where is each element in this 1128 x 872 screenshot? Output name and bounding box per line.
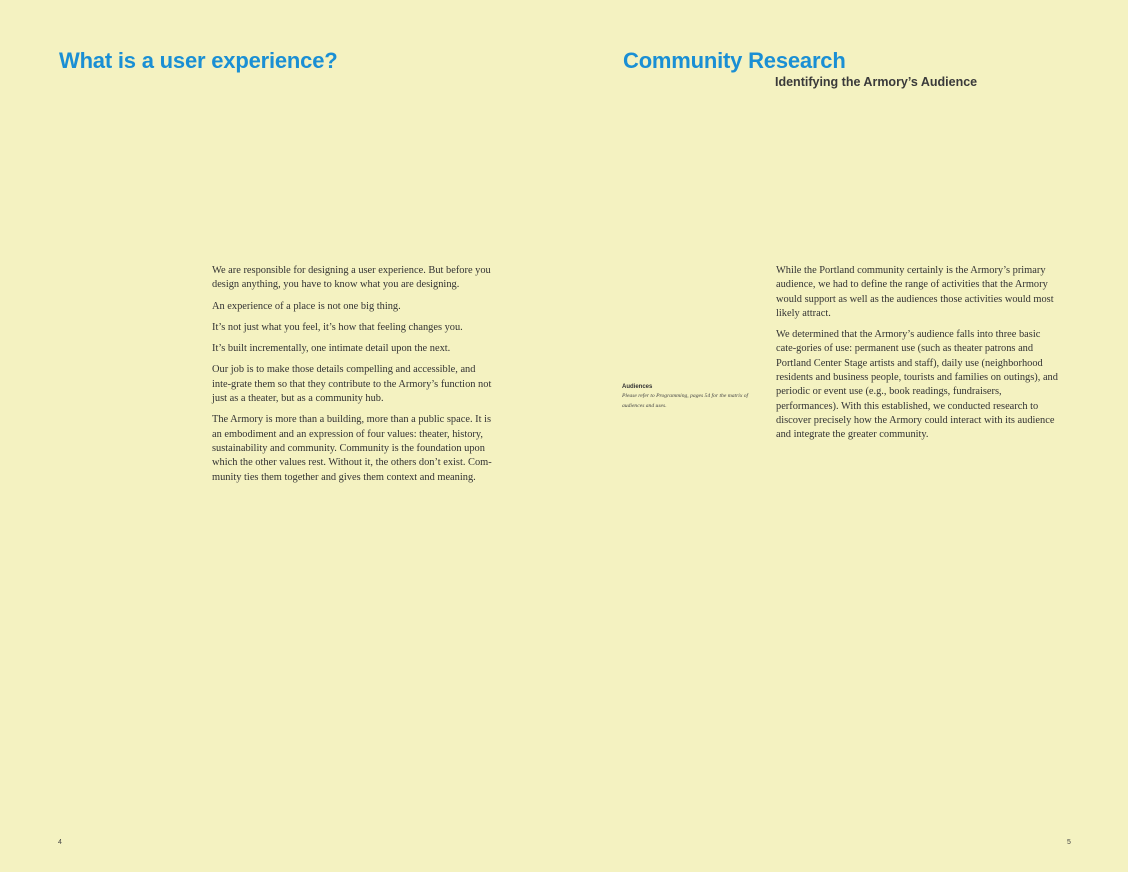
sidenote-text: Please refer to Programming, pages 54 for the matrix of audiences and uses. bbox=[622, 393, 749, 409]
paragraph: It’s not just what you feel, it’s how that feeling changes you. bbox=[212, 321, 463, 333]
page-title-community-research: Community Research bbox=[623, 48, 846, 73]
right-body-text bbox=[776, 264, 1058, 450]
page-number-left: 4 bbox=[58, 839, 62, 846]
page-number-right: 5 bbox=[1067, 839, 1071, 846]
page-title-user-experience: What is a user experience? bbox=[59, 48, 338, 73]
paragraph: It’s built incrementally, one intimate detail upon the next. bbox=[212, 343, 451, 355]
paragraph: An experience of a place is not one big thing. bbox=[212, 300, 401, 312]
right-page bbox=[564, 0, 1128, 872]
paragraph: While the Portland community certainly is the Armory’s primary audience, we had to define the range of activities that the Armory would support as well as the audiences those activities would most likely attract. bbox=[776, 265, 1054, 319]
left-body-text bbox=[212, 264, 494, 492]
page-subtitle: Identifying the Armory’s Audience bbox=[775, 75, 978, 89]
paragraph: We are responsible for designing a user experience. But before you design anything, you have to know what you are designing. bbox=[212, 265, 491, 291]
sidenote-title: Audiences bbox=[622, 384, 653, 390]
paragraph: The Armory is more than a building, more than a public space. It is an embodiment and an expression of four values: theater, history, sustainability and community. Community is the foundation upon which the other values rest. Without it, the others don’t exist. Com-munity ties them together and gives them context and meaning. bbox=[212, 414, 492, 483]
paragraph: Our job is to make those details compelling and accessible, and inte-grate them so that they contribute to the Armory’s function not just as a theater, but as a community hub. bbox=[212, 364, 492, 405]
sidenote-audiences bbox=[622, 383, 752, 411]
paragraph: We determined that the Armory’s audience falls into three basic cate-gories of use: permanent use (such as theater patrons and Portland Center Stage artists and staff), daily use (neighborhood residents and business people, tourists and families on outings), and periodic or event use (e.g., book readings, fundraisers, performances). With this established, we conducted research to discover precisely how the Armory could interact with its audience and integrate the greater community. bbox=[776, 329, 1058, 441]
